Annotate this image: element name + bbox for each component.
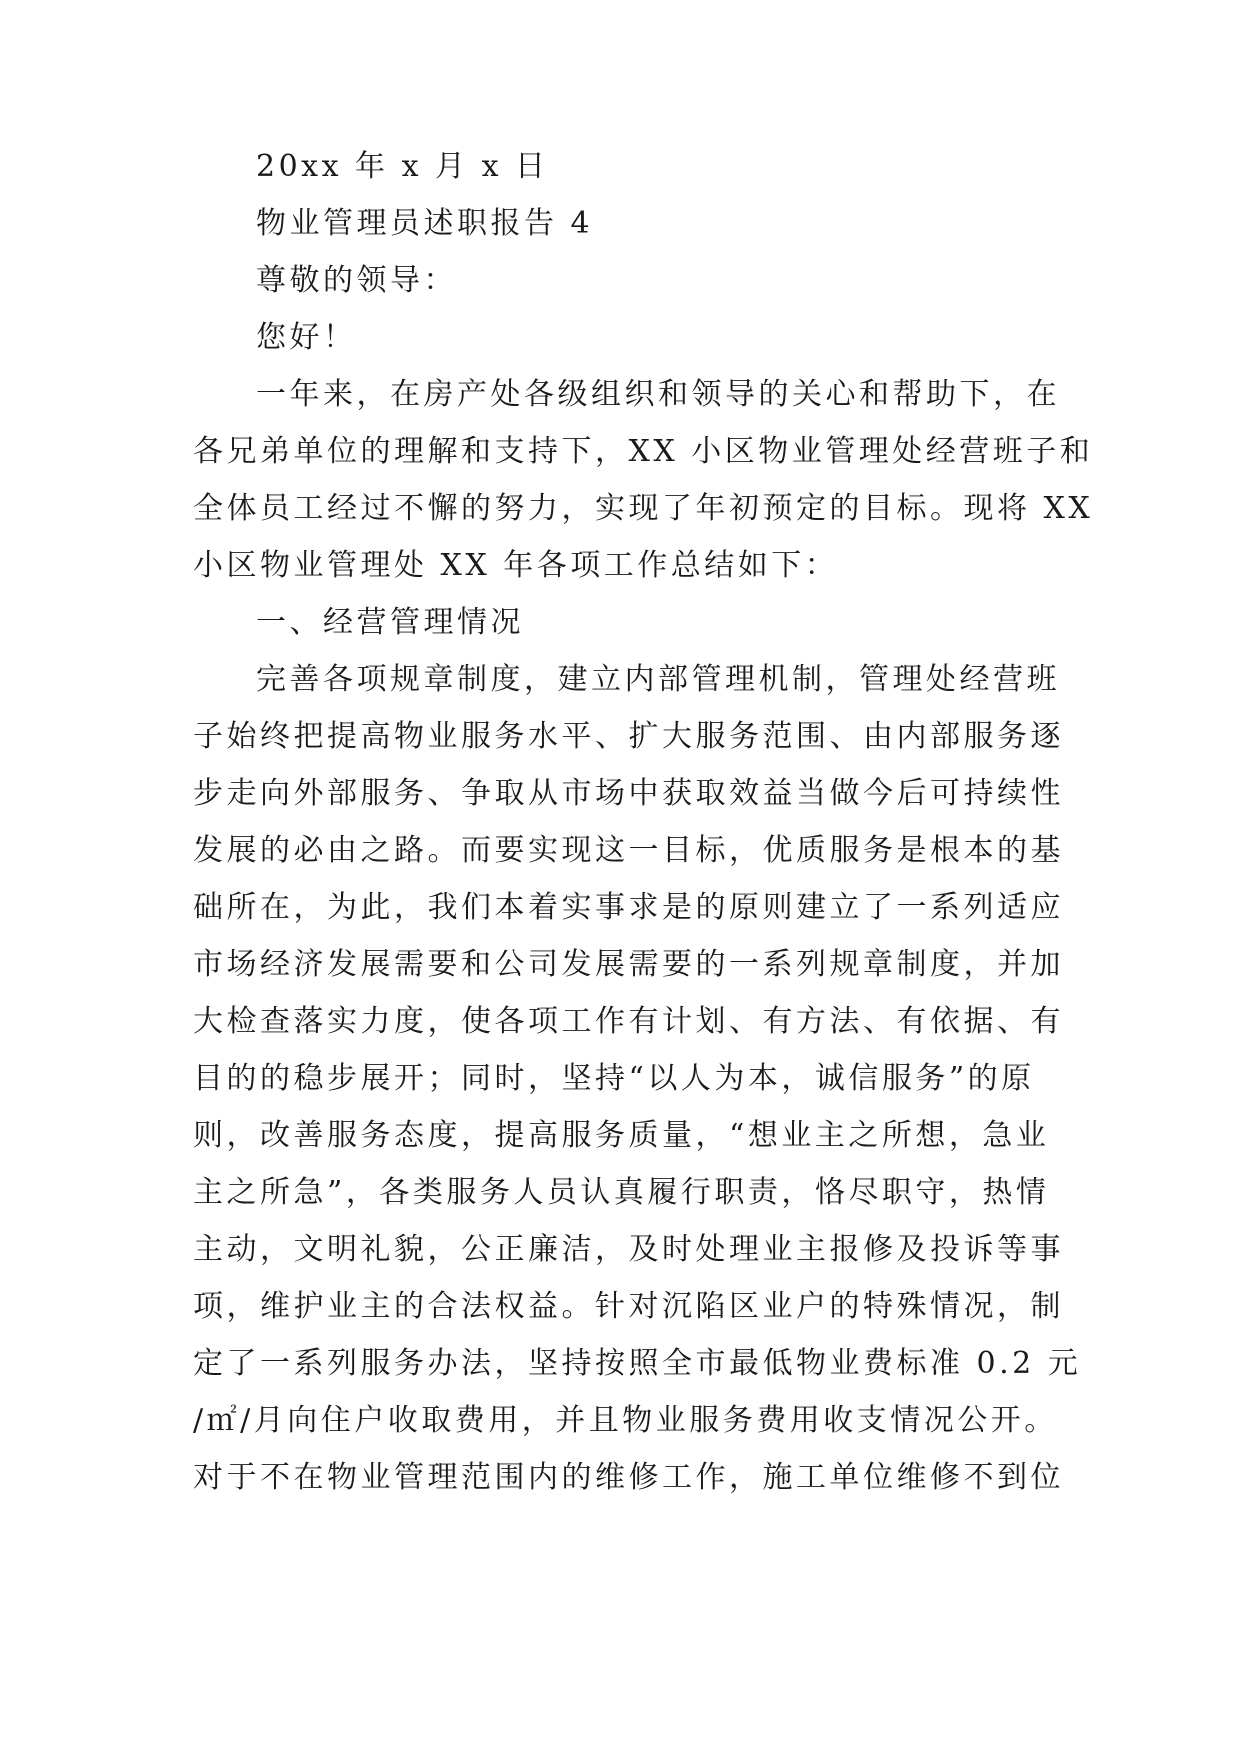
- paragraph-line: 主之所急”，各类服务人员认真履行职责，恪尽职守，热情: [193, 1175, 1050, 1210]
- section-heading: 一、经营管理情况: [256, 605, 524, 640]
- paragraph-line: 定了一系列服务办法，坚持按照全市最低物业费标准 0.2 元: [193, 1346, 1082, 1381]
- greeting: 您好！: [256, 320, 357, 355]
- paragraph-line: 目的的稳步展开；同时，坚持“以人为本，诚信服务”的原: [193, 1061, 1035, 1096]
- paragraph-line: 完善各项规章制度，建立内部管理机制，管理处经营班: [256, 662, 1060, 697]
- paragraph-line: 子始终把提高物业服务水平、扩大服务范围、由内部服务逐: [193, 719, 1064, 754]
- paragraph-line: 础所在，为此，我们本着实事求是的原则建立了一系列适应: [193, 890, 1064, 925]
- paragraph-line: 步走向外部服务、争取从市场中获取效益当做今后可持续性: [193, 776, 1064, 811]
- paragraph-line: 则，改善服务态度，提高服务质量，“想业主之所想，急业: [193, 1118, 1050, 1153]
- paragraph-line: 市场经济发展需要和公司发展需要的一系列规章制度，并加: [193, 947, 1064, 982]
- paragraph-line: 项，维护业主的合法权益。针对沉陷区业户的特殊情况，制: [193, 1289, 1064, 1324]
- paragraph-line: 小区物业管理处 XX 年各项工作总结如下：: [193, 548, 839, 583]
- paragraph-line: 发展的必由之路。而要实现这一目标，优质服务是根本的基: [193, 833, 1064, 868]
- paragraph-line: 一年来，在房产处各级组织和领导的关心和帮助下，在: [256, 377, 1060, 412]
- salutation: 尊敬的领导：: [256, 263, 457, 298]
- paragraph-line: 对于不在物业管理范围内的维修工作，施工单位维修不到位: [193, 1460, 1064, 1495]
- paragraph-line: 主动，文明礼貌，公正廉洁，及时处理业主报修及投诉等事: [193, 1232, 1064, 1267]
- date-line: 20xx 年 x 月 x 日: [256, 149, 549, 184]
- report-title: 物业管理员述职报告 4: [256, 206, 594, 241]
- paragraph-line: /㎡/月向住户收取费用，并且物业服务费用收支情况公开。: [193, 1403, 1058, 1438]
- paragraph-line: 大检查落实力度，使各项工作有计划、有方法、有依据、有: [193, 1004, 1064, 1039]
- paragraph-line: 各兄弟单位的理解和支持下，XX 小区物业管理处经营班子和: [193, 434, 1094, 469]
- paragraph-line: 全体员工经过不懈的努力，实现了年初预定的目标。现将 XX: [193, 491, 1094, 526]
